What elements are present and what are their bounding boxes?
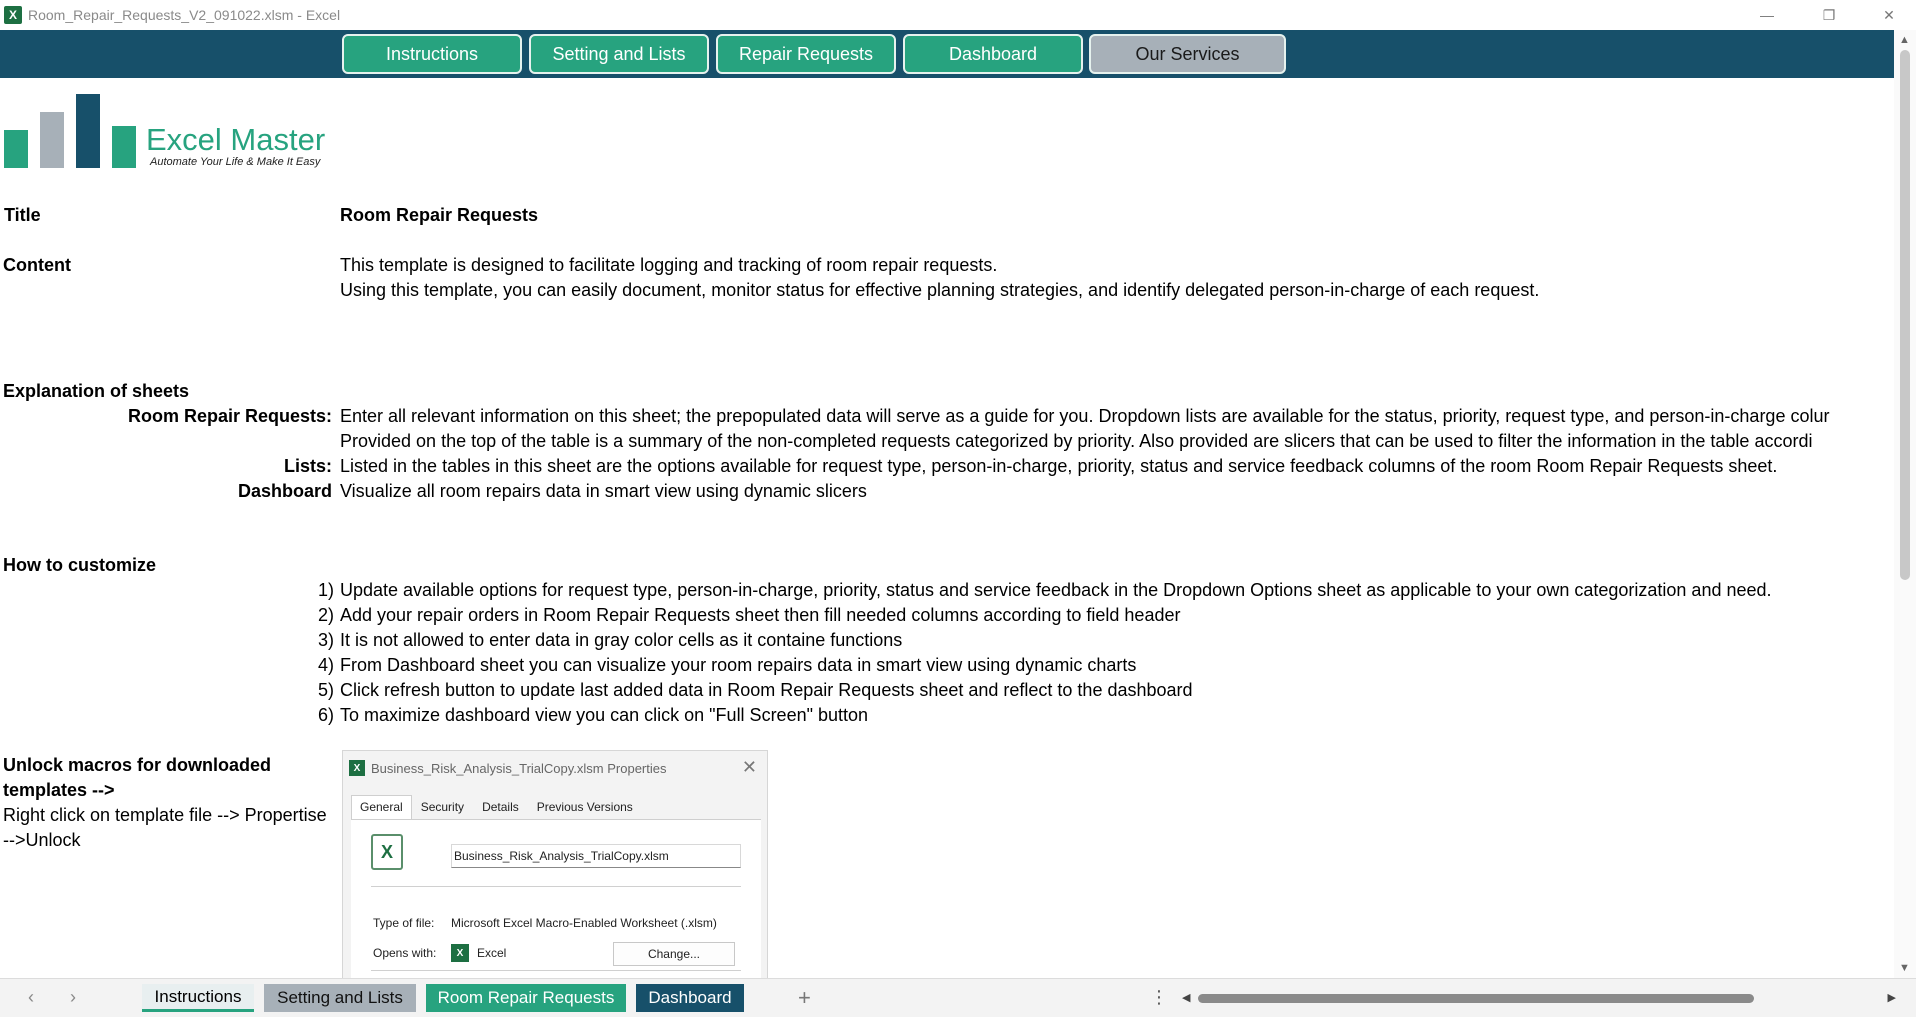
logo-name: Excel Master — [146, 122, 326, 157]
sheet-tab-dashboard[interactable]: Dashboard — [636, 984, 744, 1012]
sheet-tab-instructions[interactable]: Instructions — [142, 984, 254, 1012]
divider — [371, 970, 741, 971]
nav-instructions-button[interactable]: Instructions — [342, 34, 522, 74]
logo-bar-2 — [40, 112, 64, 168]
title-bar — [0, 0, 1916, 30]
scroll-up-icon[interactable]: ▲ — [1899, 34, 1910, 46]
nav-repair-requests-button[interactable]: Repair Requests — [716, 34, 896, 74]
dialog-tab-security: Security — [420, 800, 465, 814]
next-sheet-icon[interactable]: › — [70, 987, 76, 1007]
divider — [371, 886, 741, 887]
dialog-file-name: Business_Risk_Analysis_TrialCopy.xlsm — [451, 844, 741, 868]
logo-bar-3 — [76, 94, 100, 168]
unlock-heading-line-1: Unlock macros for downloaded — [3, 755, 272, 775]
horizontal-scrollbar[interactable] — [1182, 991, 1896, 1005]
dialog-title: Business_Risk_Analysis_TrialCopy.xlsm Properties — [371, 761, 667, 776]
sheet-tab-bar — [0, 978, 1916, 1017]
navigation-band — [0, 30, 1894, 78]
unlock-instruction-line-1: Right click on template file --> Propertise — [3, 805, 327, 825]
explanation-heading: Explanation of sheets — [3, 381, 190, 401]
dialog-close-icon: ✕ — [741, 757, 757, 777]
excel-master-logo — [4, 96, 344, 176]
step-text: Update available options for request type, person-in-charge, priority, status and service feedback in the Dropdown Options sheet as applicable to your own categorization and need. — [340, 580, 1772, 600]
add-sheet-icon[interactable]: + — [798, 985, 811, 1010]
step-text: From Dashboard sheet you can visualize your room repairs data in smart view using dynamic charts — [340, 655, 1137, 675]
logo-tagline: Automate Your Life & Make It Easy — [150, 156, 321, 168]
logo-bar-1 — [4, 130, 28, 168]
opens-with-label: Opens with: — [373, 946, 437, 960]
unlock-heading-line-2: templates --> — [3, 780, 115, 800]
properties-dialog-image — [342, 750, 768, 980]
sheet-tab-setting-and-lists[interactable]: Setting and Lists — [264, 984, 416, 1012]
step-number: 1) — [317, 580, 334, 600]
step-number: 2) — [317, 605, 334, 625]
scroll-left-icon[interactable]: ◀ — [1182, 992, 1191, 1004]
sheet-desc-lists: Listed in the tables in this sheet are the options available for request type, person-in-charge, priority, status and service feedback columns of the room Room Repair Requests sheet. — [340, 456, 1778, 476]
title-label: Title — [4, 205, 41, 225]
nav-setting-lists-button[interactable]: Setting and Lists — [529, 34, 709, 74]
step-number: 3) — [317, 630, 334, 650]
minimize-button[interactable]: — — [1760, 7, 1774, 23]
change-button: Change... — [613, 942, 735, 966]
sheet-tab-room-repair-requests[interactable]: Room Repair Requests — [426, 984, 626, 1012]
sheet-label-room-repair-requests: Room Repair Requests: — [127, 406, 332, 426]
xlsm-file-icon: X — [371, 834, 403, 870]
horizontal-scroll-thumb[interactable] — [1198, 994, 1754, 1003]
step-text: It is not allowed to enter data in gray color cells as it containe functions — [340, 630, 903, 650]
scroll-down-icon[interactable]: ▼ — [1899, 962, 1910, 974]
step-text: To maximize dashboard view you can click on "Full Screen" button — [340, 705, 869, 725]
prev-sheet-icon[interactable]: ‹ — [28, 987, 34, 1007]
step-number: 4) — [317, 655, 334, 675]
sheet-desc-room-repair-2: Provided on the top of the table is a summary of the non-completed requests categorized by priority. Also provided are slicers that can be used to filter the information in the table accordi — [340, 431, 1813, 451]
close-button[interactable]: ✕ — [1883, 6, 1895, 23]
dialog-tab-general: General — [351, 795, 412, 819]
step-number: 6) — [317, 705, 334, 725]
content-label: Content — [3, 255, 71, 275]
nav-our-services-button[interactable]: Our Services — [1089, 34, 1286, 74]
more-options-icon[interactable]: ⋮ — [1150, 987, 1168, 1007]
step-text: Click refresh button to update last added data in Room Repair Requests sheet and reflect to the dashboard — [340, 680, 1193, 700]
scroll-right-icon[interactable]: ▶ — [1887, 992, 1896, 1004]
sheet-desc-dashboard: Visualize all room repairs data in smart view using dynamic slicers — [340, 481, 867, 501]
opens-with-value: Excel — [477, 946, 507, 960]
content-line-2: Using this template, you can easily document, monitor status for effective planning strategies, and identify delegated person-in-charge of each request. — [340, 280, 1540, 300]
dialog-tabs — [351, 795, 642, 819]
sheet-label-lists: Lists: — [283, 456, 332, 476]
restore-button[interactable]: ❐ — [1822, 6, 1836, 23]
dialog-general-pane — [351, 819, 761, 989]
step-text: Add your repair orders in Room Repair Requests sheet then fill needed columns according to field header — [340, 605, 1181, 625]
logo-bar-4 — [112, 126, 136, 168]
dialog-tab-details: Details — [482, 800, 519, 814]
customize-heading: How to customize — [3, 555, 157, 575]
nav-dashboard-button[interactable]: Dashboard — [903, 34, 1083, 74]
excel-small-icon: X — [451, 944, 469, 962]
window-title: Room_Repair_Requests_V2_091022.xlsm - Excel — [28, 7, 341, 23]
type-of-file-value: Microsoft Excel Macro-Enabled Worksheet (.xlsm) — [451, 916, 717, 930]
vertical-scrollbar[interactable] — [1894, 30, 1916, 978]
title-value: Room Repair Requests — [340, 205, 539, 225]
sheet-label-dashboard: Dashboard — [237, 481, 332, 501]
excel-file-icon: X — [349, 760, 365, 776]
content-line-1: This template is designed to facilitate logging and tracking of room repair requests. — [340, 255, 998, 275]
step-number: 5) — [317, 680, 334, 700]
dialog-tab-previous-versions: Previous Versions — [536, 800, 633, 814]
excel-app-icon: X — [4, 6, 22, 24]
worksheet-area — [0, 78, 1894, 978]
unlock-instruction-line-2: -->Unlock — [3, 830, 81, 850]
vertical-scroll-thumb[interactable] — [1900, 50, 1910, 580]
sheet-desc-room-repair-1: Enter all relevant information on this sheet; the prepopulated data will serve as a guide for you. Dropdown lists are available for the status, priority, request type, and person-in-charge colur — [340, 406, 1830, 426]
type-of-file-label: Type of file: — [373, 916, 435, 930]
